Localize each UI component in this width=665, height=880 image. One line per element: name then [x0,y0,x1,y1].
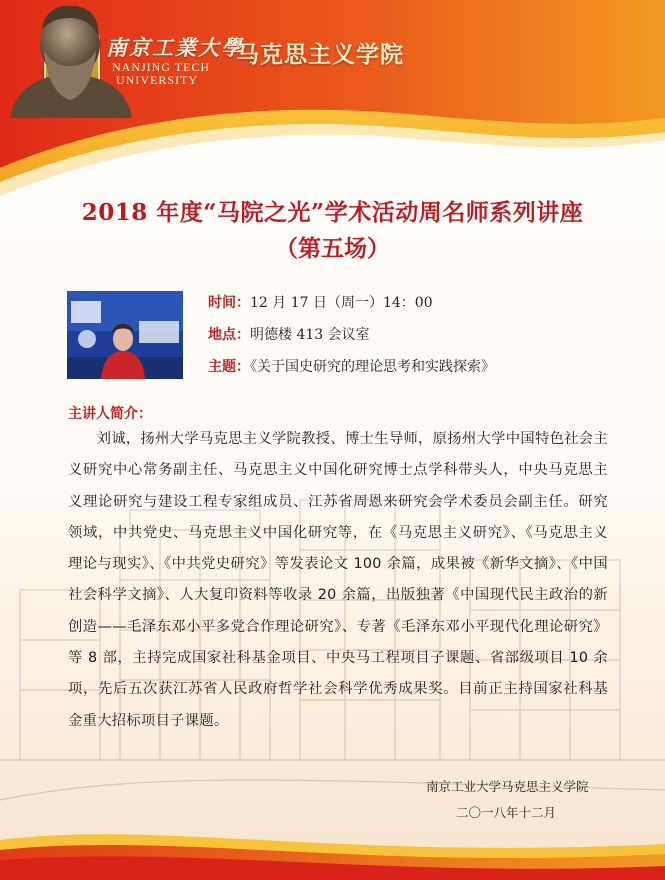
topic-label: 主题： [208,359,250,375]
lecture-time [208,292,433,312]
signature-organization: 南京工业大学马克思主义学院 [426,779,589,794]
lecture-place [208,324,370,344]
marx-bust-image [0,0,140,118]
university-name-en-line2: UNIVERSITY [116,73,198,87]
lecture-session-number: （第五场） [275,235,390,262]
speaker-bio-text: 刘诚，扬州大学马克思主义学院教授、博士生导师，原扬州大学中国特色社会主义研究中心常务副主任、马克思主义中国化研究博士点学科带头人，中央马克思主义理论研究与建设工程专家组成员、江苏省周恩来研究会学术委员会副主任。研究领域，中共党史、马克思主义中国化研究等，在《马克思主义研究》、《马克思主义理论与现实》、《中共党史研究》等发表论文 100 余篇，成果被《新华文摘》、《中国社会科学文摘》、人大复印资料等收录 20 余篇，出版独著《中国现代民主政治的新创造——毛泽东邓小平多党合作理论研究》、专著《毛泽东邓小平现代化理论研究》等 8 部，主持完成国家社科基金项目、中央马工程项目子课题、省部级项目 10 余项，先后五次获江苏省人民政府哲学社会科学优秀成果奖。目前正主持国家社科基金重大招标项目子课题。 [68,431,608,729]
signature-date: 二〇一八年十二月 [456,805,557,820]
university-name-en-line1: NANJING TECH [112,60,211,74]
time-label: 时间： [208,295,250,311]
time-value: 12 月 17 日（周一）14：00 [250,295,433,311]
lecture-topic [208,356,495,376]
lecture-title: 2018 年度“马院之光”学术活动周名师系列讲座 [81,199,584,226]
school-name: 马克思主义学院 [236,42,404,68]
university-name-cn: 南京工業大學 [106,35,244,60]
footer-wave-shape [0,800,665,880]
speaker-photo [67,291,183,379]
place-value: 明德楼 413 会议室 [250,327,370,343]
speaker-bio-heading: 主讲人简介： [68,406,152,422]
place-label: 地点： [208,327,250,343]
header-banner [0,0,665,200]
topic-value: 《关于国史研究的理论思考和实践探索》 [250,359,495,375]
